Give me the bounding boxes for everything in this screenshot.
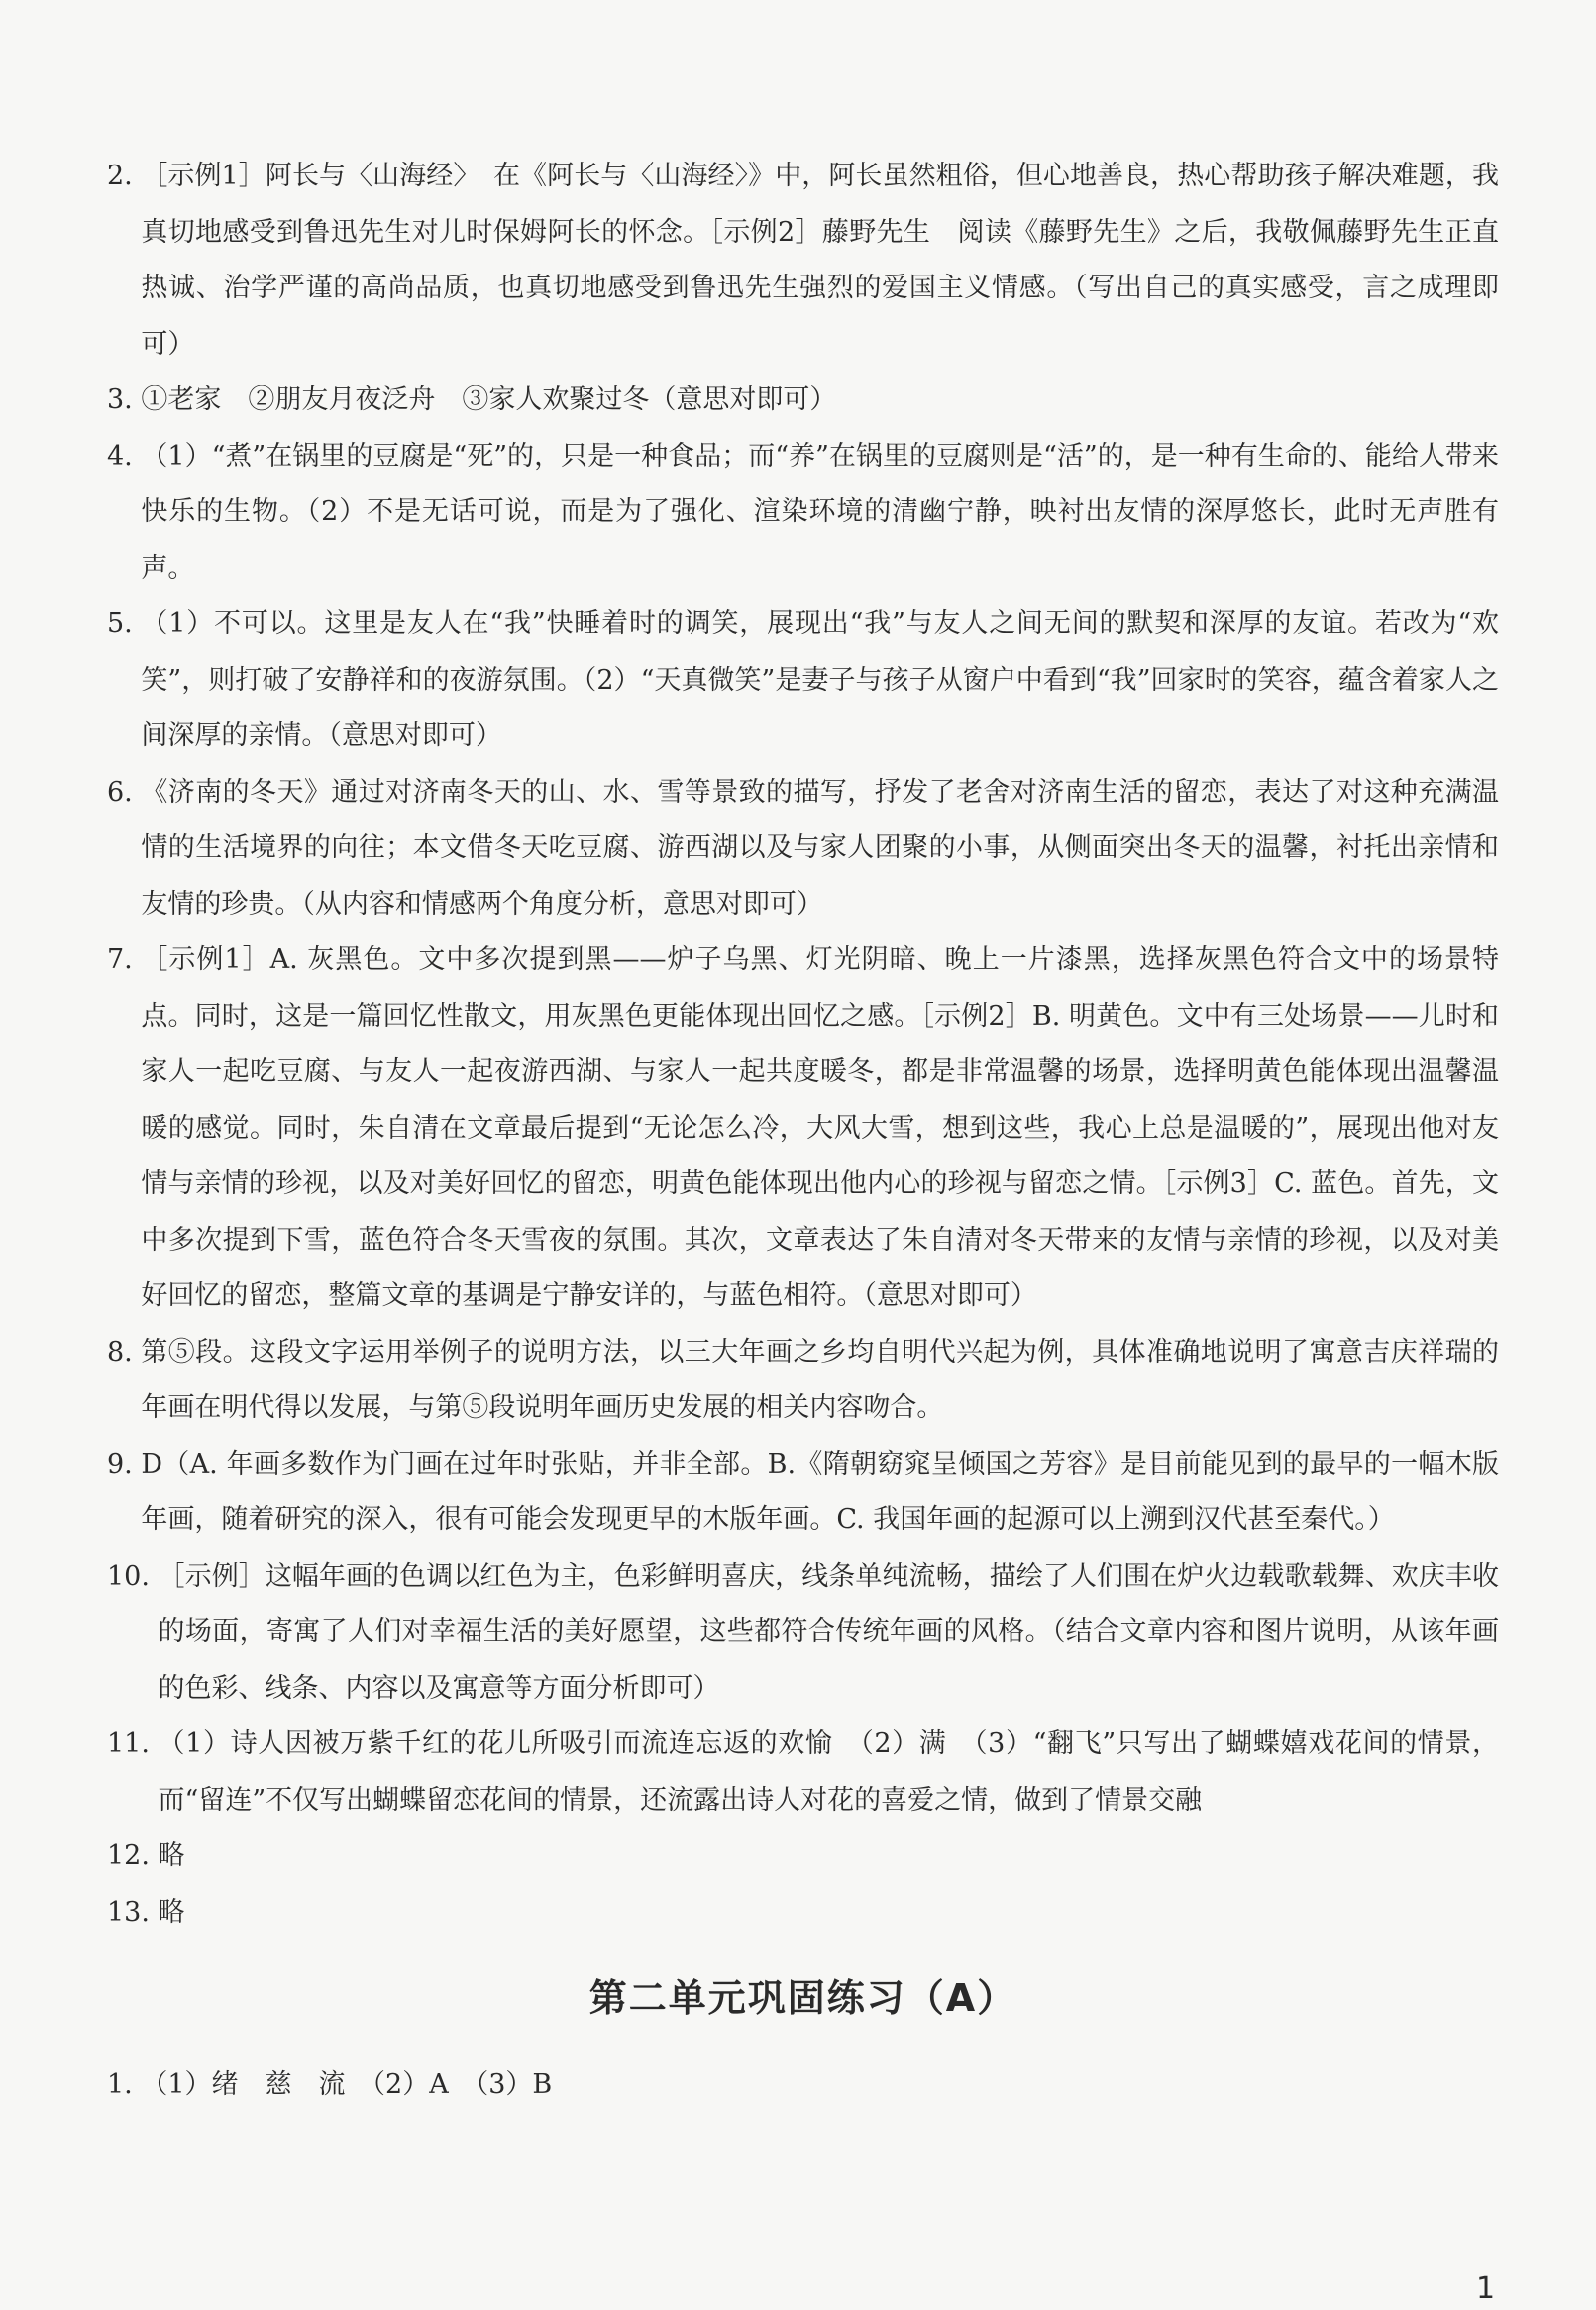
answer-number: 4.: [107, 440, 133, 472]
answer-number: 6.: [107, 776, 133, 808]
answer-item-2: [107, 149, 1499, 373]
answer-number: 1.: [107, 2069, 133, 2100]
answer-text: （1）绪 慈 流 （2）A （3）B: [141, 2069, 553, 2100]
answer-item-7: [107, 933, 1499, 1325]
answer-number: 5.: [107, 608, 133, 639]
answer-page: [107, 149, 1499, 2114]
page-number: 1: [1476, 2271, 1496, 2306]
answer-item-5: [107, 597, 1499, 765]
answer-number: 10.: [107, 1560, 150, 1592]
answer-number: 7.: [107, 944, 133, 975]
answer-number: 9.: [107, 1448, 133, 1480]
answer-text: （1）诗人因被万紫千红的花儿所吸引而流连忘返的欢愉 （2）满 （3）“翻飞”只写出了蝴蝶嬉戏花间的情景，而“留连”不仅写出蝴蝶留恋花间的情景，还流露出诗人对花的喜爱之情，做到了情景交融: [158, 1728, 1499, 1815]
answer-item-11: [107, 1716, 1499, 1828]
answer-text: ［示例1］阿长与〈山海经〉 在《阿长与〈山海经〉》中，阿长虽然粗俗，但心地善良，热心帮助孩子解决难题，我真切地感受到鲁迅先生对儿时保姆阿长的怀念。［示例2］藤野先生 阅读《藤野先生》之后，我敬佩藤野先生正直热诚、治学严谨的高尚品质，也真切地感受到鲁迅先生强烈的爱国主义情感。（写出自己的真实感受，言之成理即可）: [141, 161, 1499, 360]
answer-text: （1）“煮”在锅里的豆腐是“死”的，只是一种食品；而“养”在锅里的豆腐则是“活”的，是一种有生命的、能给人带来快乐的生物。（2）不是无话可说，而是为了强化、渲染环境的清幽宁静，映衬出友情的深厚悠长，此时无声胜有声。: [141, 440, 1499, 584]
section-heading: 第二单元巩固练习（A）: [588, 1976, 1017, 2020]
answer-text: 略: [158, 1840, 185, 1871]
answer-text: ①老家 ②朋友月夜泛舟 ③家人欢聚过冬（意思对即可）: [141, 385, 837, 415]
answer-item-12: [107, 1828, 1499, 1885]
answer-item-13: [107, 1885, 1499, 1941]
answer-number: 8.: [107, 1336, 133, 1368]
answer-item-6: [107, 765, 1499, 934]
answer-text: （1）不可以。这里是友人在“我”快睡着时的调笑，展现出“我”与友人之间无间的默契和深厚的友谊。若改为“欢笑”，则打破了安静祥和的夜游氛围。（2）“天真微笑”是妻子与孩子从窗户中看到“我”回家时的笑容，蕴含着家人之间深厚的亲情。（意思对即可）: [141, 608, 1499, 751]
answer-number: 12.: [107, 1840, 150, 1871]
answer-item-8: [107, 1325, 1499, 1437]
answer-item-4: [107, 429, 1499, 598]
section-answer-list: [107, 2057, 1499, 2114]
answer-text: D（A. 年画多数作为门画在过年时张贴，并非全部。B.《隋朝窈窕呈倾国之芳容》是目前能见到的最早的一幅木版年画，随着研究的深入，很有可能会发现更早的木版年画。C. 我国年画的起源可以上溯到汉代甚至秦代。）: [141, 1448, 1499, 1535]
answer-text: ［示例1］A. 灰黑色。文中多次提到黑——炉子乌黑、灯光阴暗、晚上一片漆黑，选择灰黑色符合文中的场景特点。同时，这是一篇回忆性散文，用灰黑色更能体现出回忆之感。［示例2］B. 明黄色。文中有三处场景——儿时和家人一起吃豆腐、与友人一起夜游西湖、与家人一起共度暖冬，都是非常温馨的场景，选择明黄色能体现出温馨温暖的感觉。同时，朱自清在文章最后提到“无论怎么冷，大风大雪，想到这些，我心上总是温暖的”，展现出他对友情与亲情的珍视，以及对美好回忆的留恋，明黄色能体现出他内心的珍视与留恋之情。［示例3］C. 蓝色。首先，文中多次提到下雪，蓝色符合冬天雪夜的氛围。其次，文章表达了朱自清对冬天带来的友情与亲情的珍视，以及对美好回忆的留恋，整篇文章的基调是宁静安详的，与蓝色相符。（意思对即可）: [141, 944, 1499, 1311]
answer-item-3: [107, 373, 1499, 429]
answer-item-9: [107, 1437, 1499, 1549]
answer-number: 3.: [107, 385, 133, 415]
answer-text: 第⑤段。这段文字运用举例子的说明方法，以三大年画之乡均自明代兴起为例，具体准确地说明了寓意吉庆祥瑞的年画在明代得以发展，与第⑤段说明年画历史发展的相关内容吻合。: [141, 1336, 1499, 1423]
answer-text: 《济南的冬天》通过对济南冬天的山、水、雪等景致的描写，抒发了老舍对济南生活的留恋，表达了对这种充满温情的生活境界的向往；本文借冬天吃豆腐、游西湖以及与家人团聚的小事，从侧面突出冬天的温馨，衬托出亲情和友情的珍贵。（从内容和情感两个角度分析，意思对即可）: [141, 776, 1499, 920]
section-answer-item-1: [107, 2057, 1499, 2114]
answer-item-10: [107, 1549, 1499, 1717]
answer-text: ［示例］这幅年画的色调以红色为主，色彩鲜明喜庆，线条单纯流畅，描绘了人们围在炉火边载歌载舞、欢庆丰收的场面，寄寓了人们对幸福生活的美好愿望，这些都符合传统年画的风格。（结合文章内容和图片说明，从该年画的色彩、线条、内容以及寓意等方面分析即可）: [158, 1560, 1499, 1704]
answer-list: [107, 149, 1499, 1940]
answer-number: 13.: [107, 1896, 150, 1927]
answer-number: 11.: [107, 1728, 150, 1759]
answer-text: 略: [158, 1896, 185, 1927]
answer-number: 2.: [107, 161, 133, 191]
